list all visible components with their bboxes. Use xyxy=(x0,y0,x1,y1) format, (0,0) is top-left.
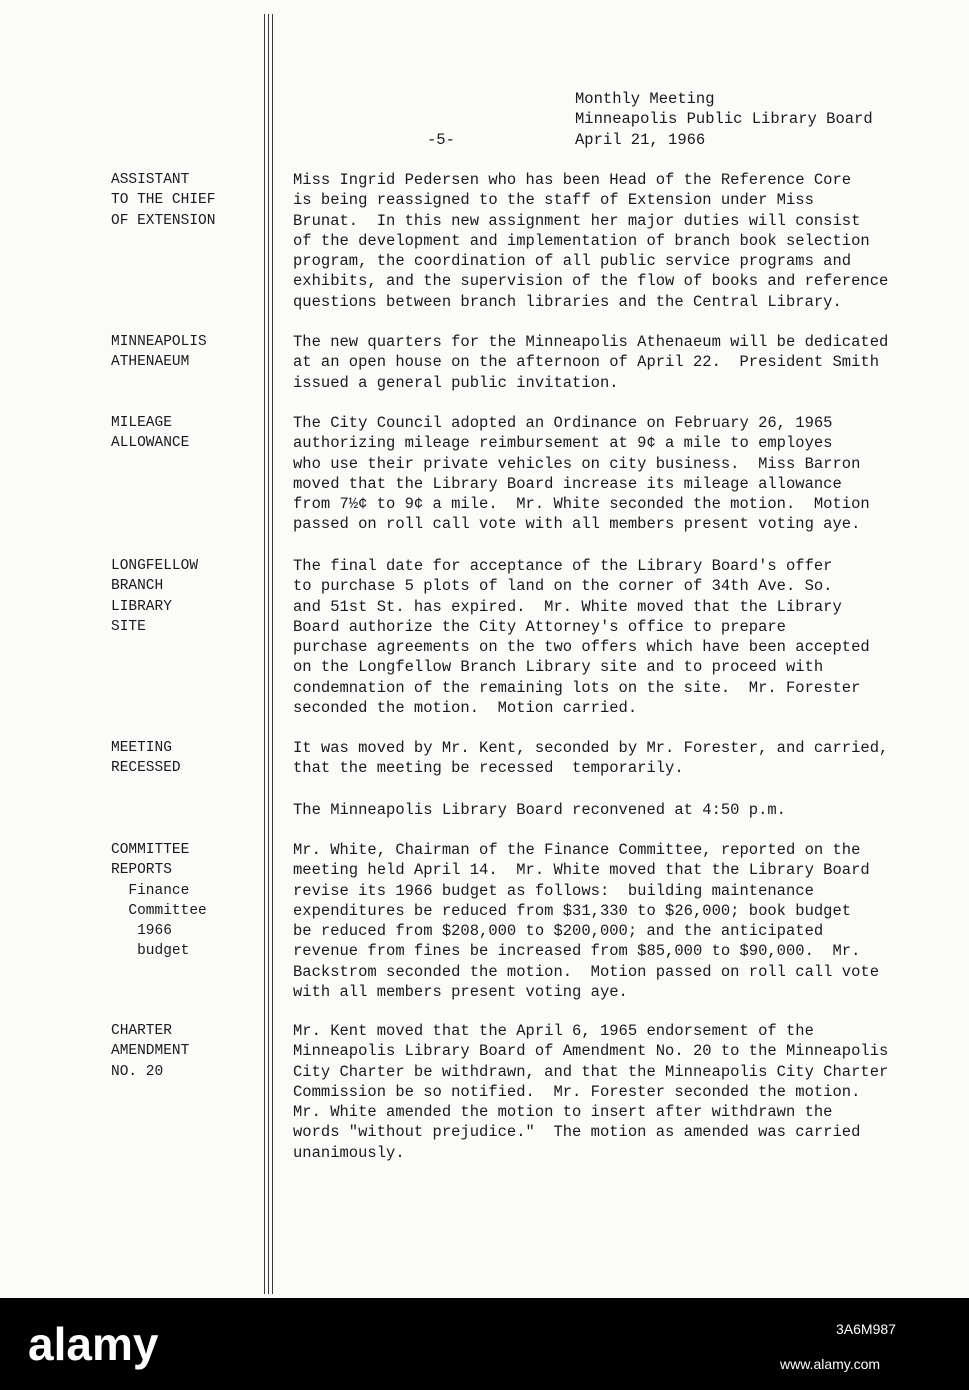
section-label-longfellow: LONGFELLOW BRANCH LIBRARY SITE xyxy=(111,558,199,635)
section-text-committee: Mr. White, Chairman of the Finance Committee, reported on the meeting held April 14. Mr. White moved that the Library Board revise its 1966 budget as follows: building maintenance expenditures be reduced from $31,330 to $26,000; book budget be reduced from $208,000 to $200,000; and the anticipated revenue from fines be increased from $85,000 to $90,000. Mr. Backstrom seconded the motion. Motion passed on roll call vote with all members present voting aye. xyxy=(293,841,879,1002)
section-label-recessed: MEETING RECESSED xyxy=(111,740,181,777)
page-number: -5- xyxy=(427,131,455,149)
section-text-mileage: The City Council adopted an Ordinance on February 26, 1965 authorizing mileage reimbursement at 9¢ a mile to employes who use their private vehicles on city business. Miss Barron moved that the Library Board increase its mileage allowance from 7½¢ to 9¢ a mile. Mr. White seconded the motion. Motion passed on roll call vote with all members present voting aye. xyxy=(293,414,870,534)
header-title: Monthly Meeting xyxy=(575,90,715,108)
section-text-longfellow: The final date for acceptance of the Library Board's offer to purchase 5 plots of land on the corner of 34th Ave. So. and 51st St. has expired. Mr. White moved that the Library Board authorize the City Attorney's office to prepare purchase agreements on the two offers which have been accepted on the Longfellow Branch Library site and to proceed with condemnation of the remaining lots on the site. Mr. Forester seconded the motion. Motion carried. xyxy=(293,557,870,718)
section-text-assistant: Miss Ingrid Pedersen who has been Head of the Reference Core is being reassigned to the staff of Extension under Miss Brunat. In this new assignment her major duties will consist of the development and implementation of branch book selection program, the coordination of all public service programs and exhibits, and the supervision of the flow of books and reference questions between branch libraries and the Central Library. xyxy=(293,171,889,311)
section-text-recessed: It was moved by Mr. Kent, seconded by Mr. Forester, and carried, that the meeting be recessed temporarily. xyxy=(293,739,889,778)
section-label-assistant: ASSISTANT TO THE CHIEF OF EXTENSION xyxy=(111,172,216,229)
header-date: April 21, 1966 xyxy=(575,130,706,149)
section-text-charter: Mr. Kent moved that the April 6, 1965 endorsement of the Minneapolis Library Board of Amendment No. 20 to the Minneapolis City Charter be withdrawn, and that the Minneapolis City Charter Commission be so notified. Mr. Forester seconded the motion. Mr. White amended the motion to insert after withdrawn the words "without prejudice." The motion as amended was carried unanimously. xyxy=(293,1022,889,1162)
section-text-reconvened: The Minneapolis Library Board reconvened at 4:50 p.m. xyxy=(293,801,786,819)
site-url: www.alamy.com xyxy=(780,1356,881,1372)
alamy-logo-text: alamy xyxy=(28,1320,159,1370)
section-label-mileage: MILEAGE ALLOWANCE xyxy=(111,415,190,452)
section-label-charter: CHARTER AMENDMENT NO. 20 xyxy=(111,1023,190,1080)
section-text-athenaeum: The new quarters for the Minneapolis Athenaeum will be dedicated at an open house on the afternoon of April 22. President Smith issued a general public invitation. xyxy=(293,333,889,392)
alamy-logo xyxy=(28,1320,178,1370)
meeting-header xyxy=(575,89,873,150)
margin-rule-right xyxy=(272,14,273,1294)
header-board: Minneapolis Public Library Board xyxy=(575,110,873,129)
section-label-athenaeum: MINNEAPOLIS ATHENAEUM xyxy=(111,334,207,371)
section-label-committee: COMMITTEE REPORTS Finance Committee 1966 budget xyxy=(111,842,207,960)
image-id: 3A6M987 xyxy=(836,1321,896,1337)
stock-footer-bar xyxy=(0,1298,969,1390)
